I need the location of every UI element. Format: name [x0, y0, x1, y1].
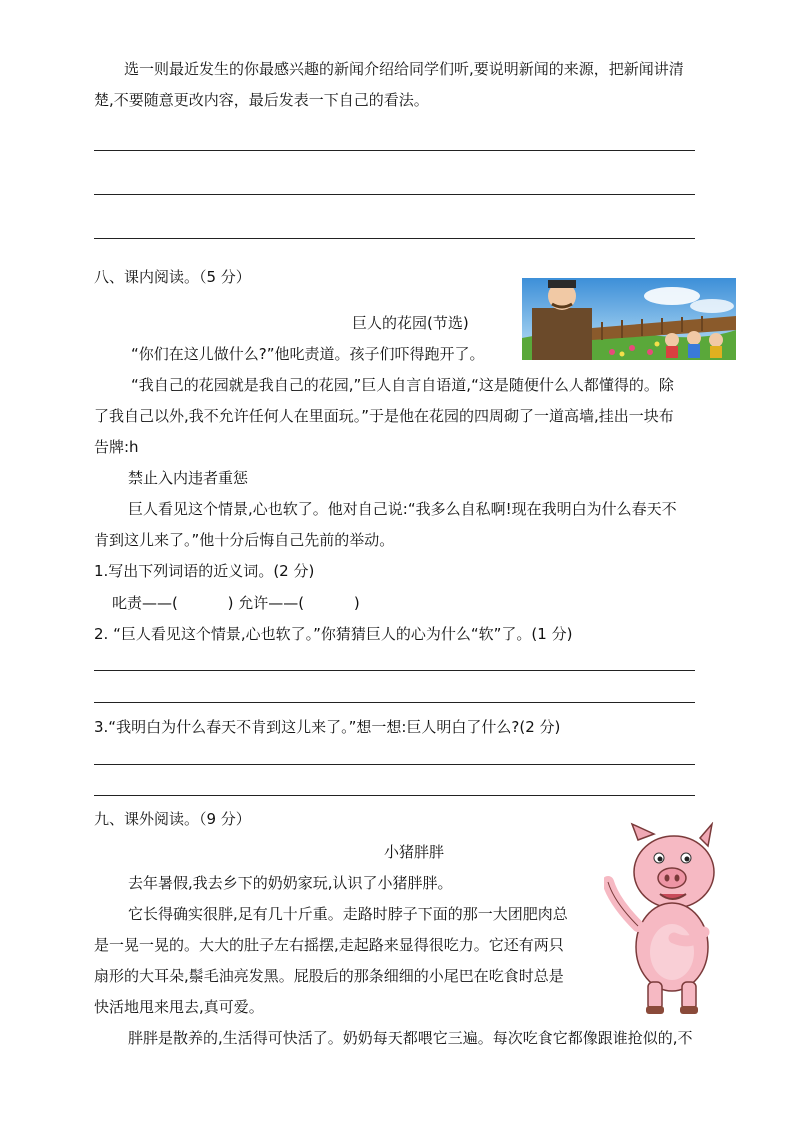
question-2: 2. “巨人看见这个情景,心也软了。”你猜猜巨人的心为什么“软”了。(1 分)	[94, 625, 573, 643]
passage-paragraph: 告牌:h	[94, 438, 139, 456]
intro-line-2: 楚,不要随意更改内容，最后发表一下自己的看法。	[94, 91, 429, 109]
pig-illustration	[604, 822, 736, 1018]
passage-title: 小猪胖胖	[384, 843, 445, 861]
passage-paragraph: 它长得确实很胖,足有几十斤重。走路时脖子下面的那一大团肥肉总	[128, 905, 568, 923]
passage-title: 巨人的花园(节选)	[352, 314, 469, 332]
question-1-words: 叱责——( ) 允许——( )	[112, 594, 360, 612]
section-heading: 九、课外阅读。（9 分）	[94, 810, 251, 828]
passage-paragraph: 是一晃一晃的。大大的肚子左右摇摆,走起路来显得很吃力。它还有两只	[94, 936, 564, 954]
passage-paragraph: 去年暑假,我去乡下的奶奶家玩,认识了小猪胖胖。	[128, 874, 453, 892]
passage-paragraph: 了我自己以外,我不允许任何人在里面玩。”于是他在花园的四周砌了一道高墙,挂出一块布	[94, 407, 674, 425]
passage-paragraph: “我自己的花园就是我自己的花园,”巨人自言自语道,“这是随便什么人都懂得的。除	[131, 376, 674, 394]
passage-paragraph: 肯到这儿来了。”他十分后悔自己先前的举动。	[94, 531, 395, 549]
answer-line	[94, 670, 695, 671]
question-3: 3.“我明白为什么春天不肯到这儿来了。”想一想:巨人明白了什么?(2 分)	[94, 718, 561, 736]
giant-garden-image-icon	[522, 278, 736, 360]
answer-line	[94, 238, 695, 239]
pig-icon	[604, 822, 736, 1018]
question-1: 1.写出下列词语的近义词。(2 分)	[94, 562, 315, 580]
answer-line	[94, 150, 695, 151]
intro-line-1: 选一则最近发生的你最感兴趣的新闻介绍给同学们听,要说明新闻的来源，把新闻讲清	[124, 60, 684, 78]
answer-line	[94, 795, 695, 796]
passage-paragraph: 胖胖是散养的,生活得可快活了。奶奶每天都喂它三遍。每次吃食它都像跟谁抢似的,不	[128, 1029, 693, 1047]
giant-garden-illustration	[522, 278, 736, 360]
passage-paragraph: 巨人看见这个情景,心也软了。他对自己说:“我多么自私啊!现在我明白为什么春天不	[128, 500, 677, 518]
section-heading: 八、课内阅读。（5 分）	[94, 268, 251, 286]
passage-paragraph: 扇形的大耳朵,鬃毛油亮发黑。屁股后的那条细细的小尾巴在吃食时总是	[94, 967, 564, 985]
answer-line	[94, 194, 695, 195]
answer-line	[94, 764, 695, 765]
passage-paragraph: 快活地甩来甩去,真可爱。	[94, 998, 264, 1016]
sign-text: 禁止入内违者重惩	[128, 469, 249, 487]
passage-paragraph: “你们在这儿做什么?”他叱责道。孩子们吓得跑开了。	[131, 345, 485, 363]
answer-line	[94, 702, 695, 703]
